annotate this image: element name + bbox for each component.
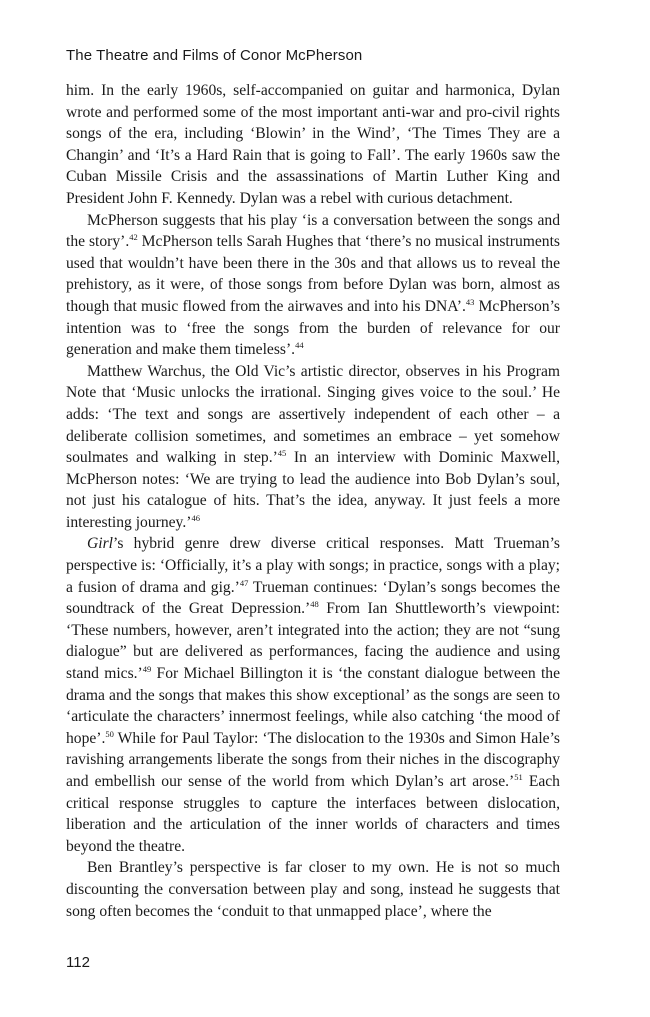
text-run: Each critical response struggles to capture the interfaces between dislocation, liberation and the articulation of the inner worlds of characters and times beyond the theatre.	[66, 773, 560, 855]
footnote-ref: 49	[142, 664, 152, 675]
footnote-ref: 45	[277, 448, 287, 459]
text-run: McPherson suggests that his play ‘is a conversation between the songs and the story’.	[66, 211, 560, 251]
footnote-ref: 46	[191, 512, 200, 523]
body-text	[66, 80, 560, 922]
paragraph	[66, 210, 560, 361]
text-run: McPherson’s intention was to ‘free the songs from the burden of relevance for our generation and make them timeless’.	[66, 297, 560, 359]
footnote-ref: 42	[129, 232, 138, 243]
paragraph	[66, 80, 560, 210]
text-run: For Michael Billington it is ‘the constant dialogue between the drama and the songs that makes this show exceptional’ as the songs are seen to ‘articulate the characters’ innermost feelings, while also catching ‘the mood of hope’.	[66, 665, 561, 747]
footnote-ref: 51	[514, 772, 523, 782]
text-run: ’s hybrid genre drew diverse critical responses. Matt Trueman’s perspective is: ‘Officially, it’s a play with songs; in practice, songs with a play; a fusion of drama and gig.’	[66, 535, 560, 596]
text-run: Ben Brantley’s perspective is far closer to my own. He is not so much discounting the conversation between play and song, instead he suggests that song often becomes the ‘conduit to that unmapped place’, where the	[66, 859, 560, 920]
paragraph	[66, 857, 560, 922]
text-run: From Ian Shuttleworth’s viewpoint: ‘These numbers, however, aren’t integrated into the action; they are not “sung dialogue” but are delivered as performances, facing the audience and using stand mics.’	[66, 600, 560, 683]
footnote-ref: 43	[465, 296, 475, 307]
text-run: In an interview with Dominic Maxwell, McPherson notes: ‘We are trying to lead the audience into Bob Dylan’s soul, not just his catalogue of hits. That’s the idea, anyway. It just feels a more interesting journey.’	[66, 449, 561, 531]
text-run: him. In the early 1960s, self-accompanied on guitar and harmonica, Dylan wrote and performed some of the most important anti-war and pro-civil rights songs of the era, including ‘Blowin’ in the Wind’, ‘The Times They are a Changin’ and ‘It’s a Hard Rain that is going to Fall’. The early 1960s saw the Cuban Missile Crisis and the assassinations of Martin Luther King and President John F. Kennedy. Dylan was a rebel with curious detachment.	[66, 82, 560, 207]
footnote-ref: 50	[105, 728, 114, 739]
paragraph	[66, 361, 560, 534]
italic-title: Girl	[87, 535, 113, 553]
text-run: While for Paul Taylor: ‘The dislocation to the 1930s and Simon Hale’s ravishing arrangements liberate the songs from their niches in the discography and embellish our sense of the world from which Dylan’s art arose.’	[66, 729, 560, 790]
text-run: Trueman continues: ‘Dylan’s songs becomes the soundtrack of the Great Depression.’	[66, 578, 560, 618]
text-run: Matthew Warchus, the Old Vic’s artistic director, observes in his Program Note that ‘Music unlocks the irrational. Singing gives voice to the soul.’ He adds: ‘The text and songs are assertively independent of each other – a deliberate collision sometimes, and sometimes an embrace – yet somehow soulmates and walking in step.’	[66, 362, 560, 467]
text-run: McPherson tells Sarah Hughes that ‘there’s no musical instruments used that wouldn’t have been there in the 30s and that allows us to reveal the prehistory, as it were, of those songs from before Dylan was born, almost as though that music flowed from the airwaves and into his DNA’.	[66, 233, 560, 315]
page-number: 112	[66, 954, 90, 971]
footnote-ref: 47	[239, 577, 249, 588]
paragraph	[66, 533, 560, 857]
footnote-ref: 48	[310, 599, 319, 610]
running-header: The Theatre and Films of Conor McPherson	[66, 47, 363, 64]
footnote-ref: 44	[295, 340, 304, 351]
